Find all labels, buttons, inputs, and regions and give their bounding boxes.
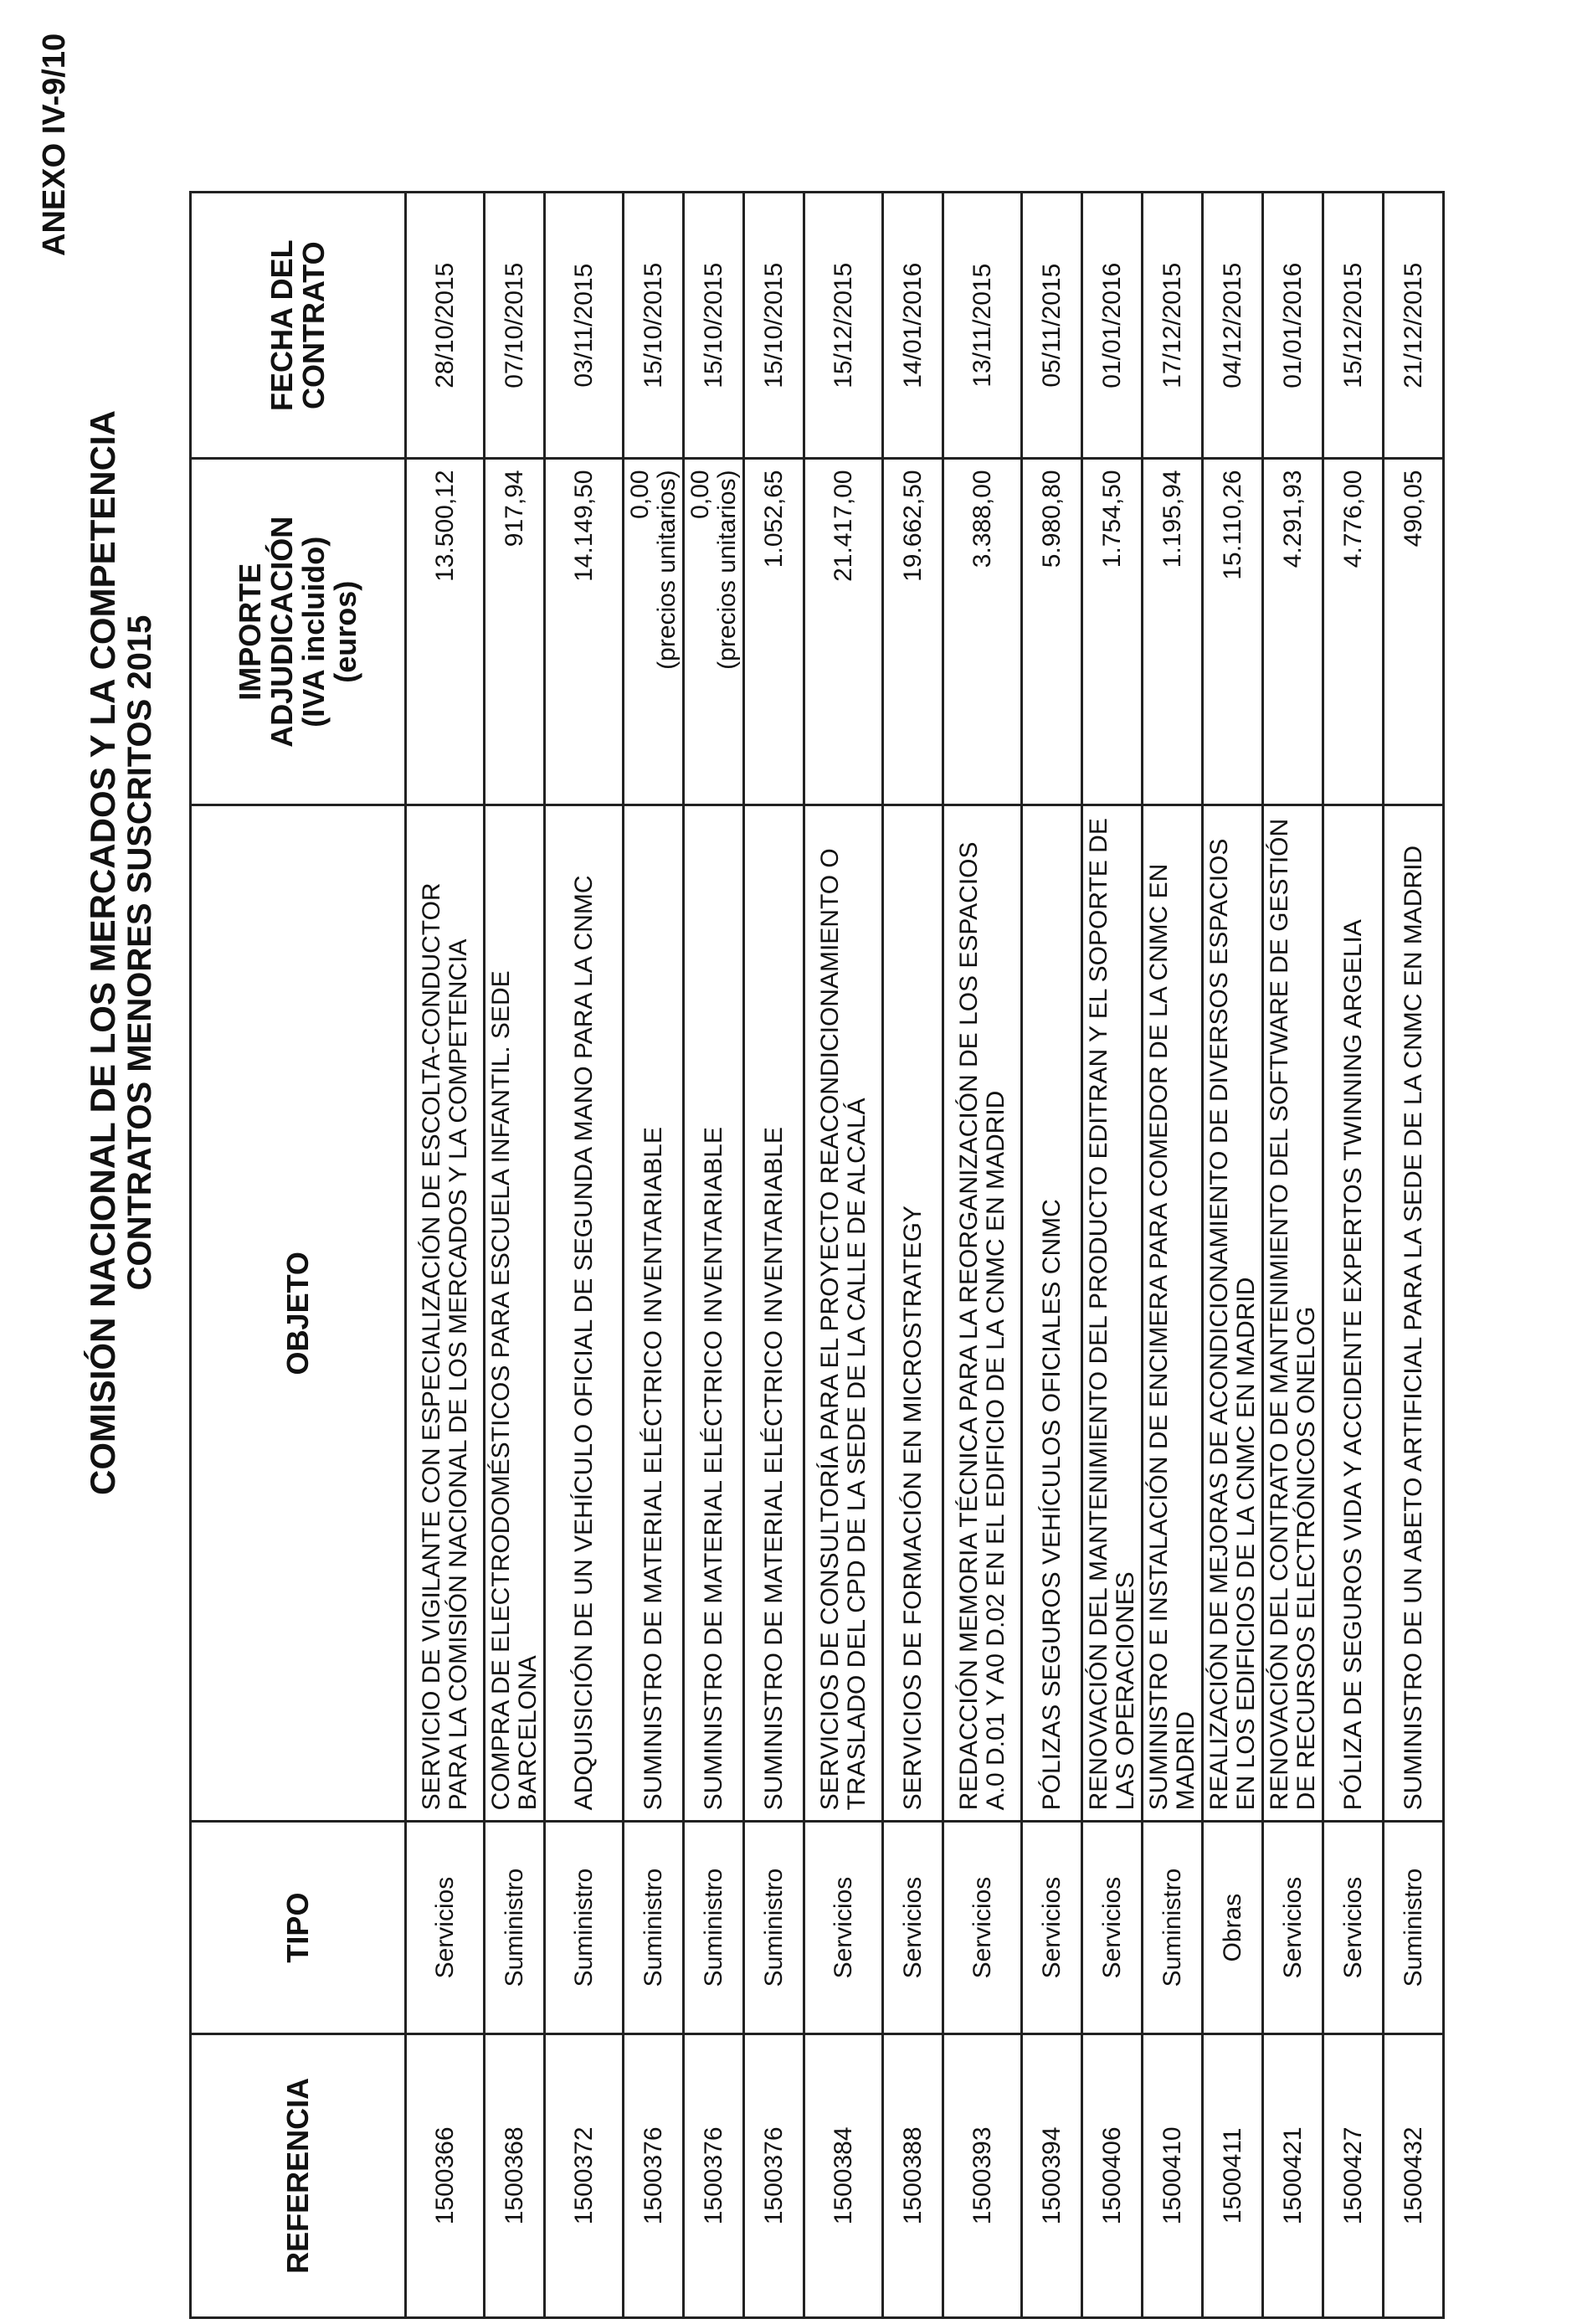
col-importe — [191, 459, 406, 805]
objeto-cell: RENOVACIÓN DEL MANTENIMIENTO DEL PRODUCTO EDITRAN Y EL SOPORTE DE LAS OPERACIONES — [1082, 805, 1143, 1822]
importe-cell: 15.110,26 — [1203, 459, 1263, 805]
fecha-cell: 21/12/2015 — [1384, 193, 1444, 459]
table-row — [804, 193, 883, 2318]
objeto-cell: SUMINISTRO DE MATERIAL ELÉCTRICO INVENTARIABLE — [624, 805, 684, 1822]
contracts-table — [189, 191, 1445, 2319]
referencia-cell: 1500376 — [744, 2034, 804, 2317]
table-row — [406, 193, 485, 2318]
objeto-cell: SERVICIOS DE CONSULTORÍA PARA EL PROYECTO REACONDICIONAMIENTO O TRASLADO DEL CPD DE LA SEDE DE LA CALLE DE ALCALÁ — [804, 805, 883, 1822]
fecha-cell: 15/12/2015 — [1323, 193, 1384, 459]
table-row — [1323, 193, 1384, 2318]
col-tipo: TIPO — [191, 1822, 406, 2034]
objeto-cell: SUMINISTRO DE MATERIAL ELÉCTRICO INVENTARIABLE — [684, 805, 744, 1822]
objeto-cell: REALIZACIÓN DE MEJORAS DE ACONDICIONAMIENTO DE DIVERSOS ESPACIOS EN LOS EDIFICIOS DE LA CNMC EN MADRID — [1203, 805, 1263, 1822]
importe-cell: 13.500,12 — [406, 459, 485, 805]
importe-cell: 14.149,50 — [545, 459, 624, 805]
table-row — [485, 193, 545, 2318]
col-fecha-l1: FECHA DEL — [265, 239, 299, 412]
col-objeto: OBJETO — [191, 805, 406, 1822]
objeto-cell: SERVICIO DE VIGILANTE CON ESPECIALIZACIÓN DE ESCOLTA-CONDUCTOR PARA LA COMISIÓN NACIONAL DE LOS MERCADOS Y LA COMPETENCIA — [406, 805, 485, 1822]
tipo-cell: Servicios — [883, 1822, 943, 2034]
referencia-cell: 1500411 — [1203, 2034, 1263, 2317]
importe-cell: 19.662,50 — [883, 459, 943, 805]
fecha-cell: 01/01/2016 — [1082, 193, 1143, 459]
importe-cell: 1.052,65 — [744, 459, 804, 805]
tipo-cell: Servicios — [1323, 1822, 1384, 2034]
tipo-cell: Suministro — [624, 1822, 684, 2034]
document-title: COMISIÓN NACIONAL DE LOS MERCADOS Y LA COMPETENCIA — [83, 410, 122, 1495]
referencia-cell: 1500384 — [804, 2034, 883, 2317]
referencia-cell: 1500388 — [883, 2034, 943, 2317]
fecha-cell: 15/10/2015 — [744, 193, 804, 459]
table-row — [1082, 193, 1143, 2318]
importe-cell: 1.754,50 — [1082, 459, 1143, 805]
importe-cell: 4.291,93 — [1263, 459, 1323, 805]
col-importe-l4: (euros) — [328, 580, 362, 683]
table-row — [943, 193, 1022, 2318]
importe-cell: 917,94 — [485, 459, 545, 805]
importe-value: 0,00 — [686, 470, 714, 519]
referencia-cell: 1500427 — [1323, 2034, 1384, 2317]
referencia-cell: 1500406 — [1082, 2034, 1143, 2317]
tipo-cell: Servicios — [804, 1822, 883, 2034]
referencia-cell: 1500421 — [1263, 2034, 1323, 2317]
fecha-cell: 14/01/2016 — [883, 193, 943, 459]
tipo-cell: Servicios — [406, 1822, 485, 2034]
referencia-cell: 1500394 — [1022, 2034, 1082, 2317]
importe-cell: 5.980,80 — [1022, 459, 1082, 805]
tipo-cell: Servicios — [1022, 1822, 1082, 2034]
table-row — [624, 193, 684, 2318]
table-row — [1203, 193, 1263, 2318]
importe-value: 0,00 — [625, 470, 654, 519]
objeto-cell: COMPRA DE ELECTRODOMÉSTICOS PARA ESCUELA INFANTIL. SEDE BARCELONA — [485, 805, 545, 1822]
table-row — [684, 193, 744, 2318]
tipo-cell: Servicios — [1082, 1822, 1143, 2034]
tipo-cell: Suministro — [485, 1822, 545, 2034]
objeto-cell: RENOVACIÓN DEL CONTRATO DE MANTENIMIENTO DEL SOFTWARE DE GESTIÓN DE RECURSOS ELECTRÓNICOS ONELOG — [1263, 805, 1323, 1822]
importe-cell: 4.776,00 — [1323, 459, 1384, 805]
referencia-cell: 1500376 — [624, 2034, 684, 2317]
referencia-cell: 1500376 — [684, 2034, 744, 2317]
referencia-cell: 1500372 — [545, 2034, 624, 2317]
objeto-cell: SUMINISTRO E INSTALACIÓN DE ENCIMERA PARA COMEDOR DE LA CNMC EN MADRID — [1143, 805, 1203, 1822]
tipo-cell: Suministro — [684, 1822, 744, 2034]
document-subtitle: CONTRATOS MENORES SUSCRITOS 2015 — [121, 614, 158, 1291]
fecha-cell: 03/11/2015 — [545, 193, 624, 459]
table-row — [1263, 193, 1323, 2318]
table-header-row — [191, 193, 406, 2318]
fecha-cell: 04/12/2015 — [1203, 193, 1263, 459]
table-row — [883, 193, 943, 2318]
table-row — [1143, 193, 1203, 2318]
table-body — [406, 193, 1444, 2318]
referencia-cell: 1500368 — [485, 2034, 545, 2317]
fecha-cell: 15/12/2015 — [804, 193, 883, 459]
importe-cell: 1.195,94 — [1143, 459, 1203, 805]
tipo-cell: Suministro — [545, 1822, 624, 2034]
objeto-cell: PÓLIZA DE SEGUROS VIDA Y ACCIDENTE EXPERTOS TWINNING ARGELIA — [1323, 805, 1384, 1822]
referencia-cell: 1500366 — [406, 2034, 485, 2317]
objeto-cell: PÓLIZAS SEGUROS VEHÍCULOS OFICIALES CNMC — [1022, 805, 1082, 1822]
referencia-cell: 1500410 — [1143, 2034, 1203, 2317]
col-fecha — [191, 193, 406, 459]
objeto-cell: SUMINISTRO DE UN ABETO ARTIFICIAL PARA LA SEDE DE LA CNMC EN MADRID — [1384, 805, 1444, 1822]
title-block — [84, 0, 157, 2324]
fecha-cell: 01/01/2016 — [1263, 193, 1323, 459]
tipo-cell: Obras — [1203, 1822, 1263, 2034]
importe-note: (precios unitarios) — [712, 470, 741, 670]
fecha-cell: 28/10/2015 — [406, 193, 485, 459]
objeto-cell: SERVICIOS DE FORMACIÓN EN MICROSTRATEGY — [883, 805, 943, 1822]
tipo-cell: Servicios — [943, 1822, 1022, 2034]
objeto-cell: REDACCIÓN MEMORIA TÉCNICA PARA LA REORGANIZACIÓN DE LOS ESPACIOS A.0 D.01 Y A0 D.02 EN EL EDIFICIO DE LA CNMC EN MADRID — [943, 805, 1022, 1822]
col-importe-l3: (IVA incluido) — [296, 536, 331, 728]
col-importe-l2: ADJUDICACIÓN — [265, 516, 299, 748]
col-referencia: REFERENCIA — [191, 2034, 406, 2317]
importe-cell — [624, 459, 684, 805]
importe-cell: 21.417,00 — [804, 459, 883, 805]
fecha-cell: 15/10/2015 — [624, 193, 684, 459]
importe-cell: 490,05 — [1384, 459, 1444, 805]
col-fecha-l2: CONTRATO — [296, 241, 331, 410]
annex-label: ANEXO IV-9/10 — [37, 33, 72, 256]
importe-cell: 3.388,00 — [943, 459, 1022, 805]
table-row — [1384, 193, 1444, 2318]
fecha-cell: 07/10/2015 — [485, 193, 545, 459]
tipo-cell: Servicios — [1263, 1822, 1323, 2034]
col-importe-l1: IMPORTE — [233, 563, 267, 701]
importe-cell — [684, 459, 744, 805]
table-row — [1022, 193, 1082, 2318]
objeto-cell: ADQUISICIÓN DE UN VEHÍCULO OFICIAL DE SEGUNDA MANO PARA LA CNMC — [545, 805, 624, 1822]
table-row — [744, 193, 804, 2318]
importe-note: (precios unitarios) — [652, 470, 681, 670]
tipo-cell: Suministro — [744, 1822, 804, 2034]
tipo-cell: Suministro — [1384, 1822, 1444, 2034]
tipo-cell: Suministro — [1143, 1822, 1203, 2034]
fecha-cell: 05/11/2015 — [1022, 193, 1082, 459]
table-row — [545, 193, 624, 2318]
referencia-cell: 1500432 — [1384, 2034, 1444, 2317]
referencia-cell: 1500393 — [943, 2034, 1022, 2317]
fecha-cell: 13/11/2015 — [943, 193, 1022, 459]
fecha-cell: 17/12/2015 — [1143, 193, 1203, 459]
objeto-cell: SUMINISTRO DE MATERIAL ELÉCTRICO INVENTARIABLE — [744, 805, 804, 1822]
fecha-cell: 15/10/2015 — [684, 193, 744, 459]
